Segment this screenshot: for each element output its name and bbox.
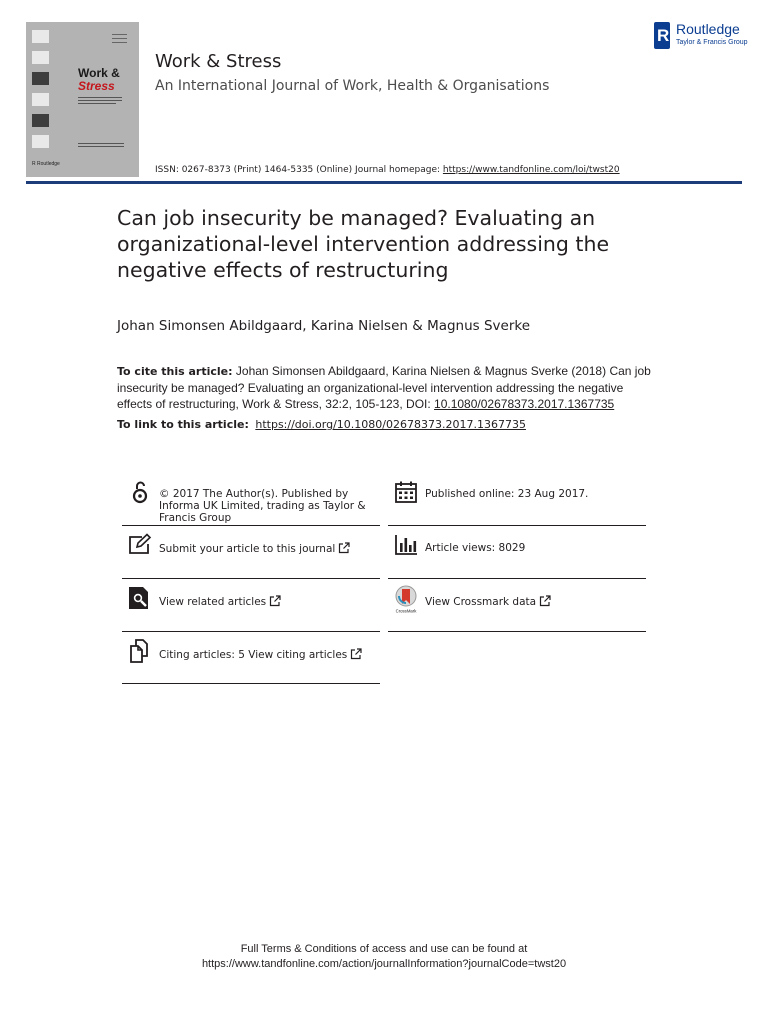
external-link-icon bbox=[350, 648, 362, 660]
journal-cover-thumbnail bbox=[26, 22, 139, 177]
crossmark-badge-label: CrossMark bbox=[395, 608, 417, 614]
journal-subtitle: An International Journal of Work, Health & Organisations bbox=[155, 78, 550, 94]
citing-articles-box[interactable] bbox=[122, 639, 380, 686]
article-link-label: To link to this article: bbox=[117, 418, 249, 431]
article-authors: Johan Simonsen Abildgaard, Karina Nielsen & Magnus Sverke bbox=[117, 318, 531, 334]
article-doi-link[interactable]: https://doi.org/10.1080/02678373.2017.1367735 bbox=[255, 418, 526, 431]
open-access-icon bbox=[128, 480, 152, 504]
citation-text: Johan Simonsen Abildgaard, Karina Nielsen & Magnus Sverke (2018) Can job insecurity be managed? Evaluating an organizational-level intervention addressing the negative effects of restructuring, Work & Stress, 32:2, 105-123, DOI: bbox=[117, 364, 651, 411]
cover-title-stress: Stress bbox=[78, 79, 115, 93]
license-text: © 2017 The Author(s). Published by Informa UK Limited, trading as Taylor & Francis Group bbox=[159, 488, 366, 524]
routledge-logo-icon: R bbox=[654, 22, 670, 49]
publisher-name: Routledge bbox=[676, 21, 740, 37]
citation-label: To cite this article: bbox=[117, 365, 233, 378]
copy-documents-icon bbox=[128, 639, 152, 663]
article-views-box bbox=[388, 533, 646, 580]
crossmark-icon bbox=[394, 584, 418, 614]
citation-doi-link[interactable]: 10.1080/02678373.2017.1367735 bbox=[434, 397, 615, 411]
submit-article-box[interactable] bbox=[122, 533, 380, 580]
header-divider bbox=[26, 181, 742, 184]
bar-chart-icon bbox=[394, 533, 418, 557]
article-title: Can job insecurity be managed? Evaluating an organizational-level intervention addressing the negative effects of restructuring bbox=[117, 206, 610, 282]
article-link-line bbox=[117, 418, 526, 431]
related-articles-box[interactable] bbox=[122, 586, 380, 633]
edit-icon bbox=[128, 533, 152, 557]
calendar-icon bbox=[394, 480, 418, 504]
terms-footer-url[interactable]: https://www.tandfonline.com/action/journalInformation?journalCode=twst20 bbox=[201, 958, 567, 970]
publisher-group: Taylor & Francis Group bbox=[676, 39, 748, 46]
published-date: Published online: 23 Aug 2017. bbox=[425, 488, 589, 500]
external-link-icon bbox=[269, 595, 281, 607]
crossmark-link[interactable]: View Crossmark data bbox=[425, 595, 645, 608]
citation-block bbox=[117, 363, 657, 412]
related-articles-link[interactable]: View related articles bbox=[159, 595, 379, 608]
journal-title[interactable]: Work & Stress bbox=[155, 51, 282, 72]
submit-article-link[interactable]: Submit your article to this journal bbox=[159, 542, 379, 555]
cover-title-work: Work & bbox=[78, 66, 120, 80]
crossmark-box[interactable] bbox=[388, 586, 646, 633]
terms-footer-line1: Full Terms & Conditions of access and use can be found at bbox=[240, 943, 528, 955]
publisher-logo[interactable] bbox=[654, 21, 749, 51]
license-box bbox=[122, 480, 380, 527]
journal-homepage-link[interactable]: https://www.tandfonline.com/loi/twst20 bbox=[442, 165, 620, 175]
citing-articles-link[interactable]: Citing articles: 5 View citing articles bbox=[159, 648, 379, 661]
document-search-icon bbox=[128, 586, 152, 610]
published-box bbox=[388, 480, 646, 527]
issn-line: ISSN: 0267-8373 (Print) 1464-5335 (Online) Journal homepage: https://www.tandfonline.com/loi/twst20 bbox=[155, 165, 620, 175]
terms-footer bbox=[0, 942, 768, 972]
article-views: Article views: 8029 bbox=[425, 542, 526, 554]
external-link-icon bbox=[539, 595, 551, 607]
cover-publisher-mark: R Routledge bbox=[32, 161, 60, 167]
external-link-icon bbox=[338, 542, 350, 554]
